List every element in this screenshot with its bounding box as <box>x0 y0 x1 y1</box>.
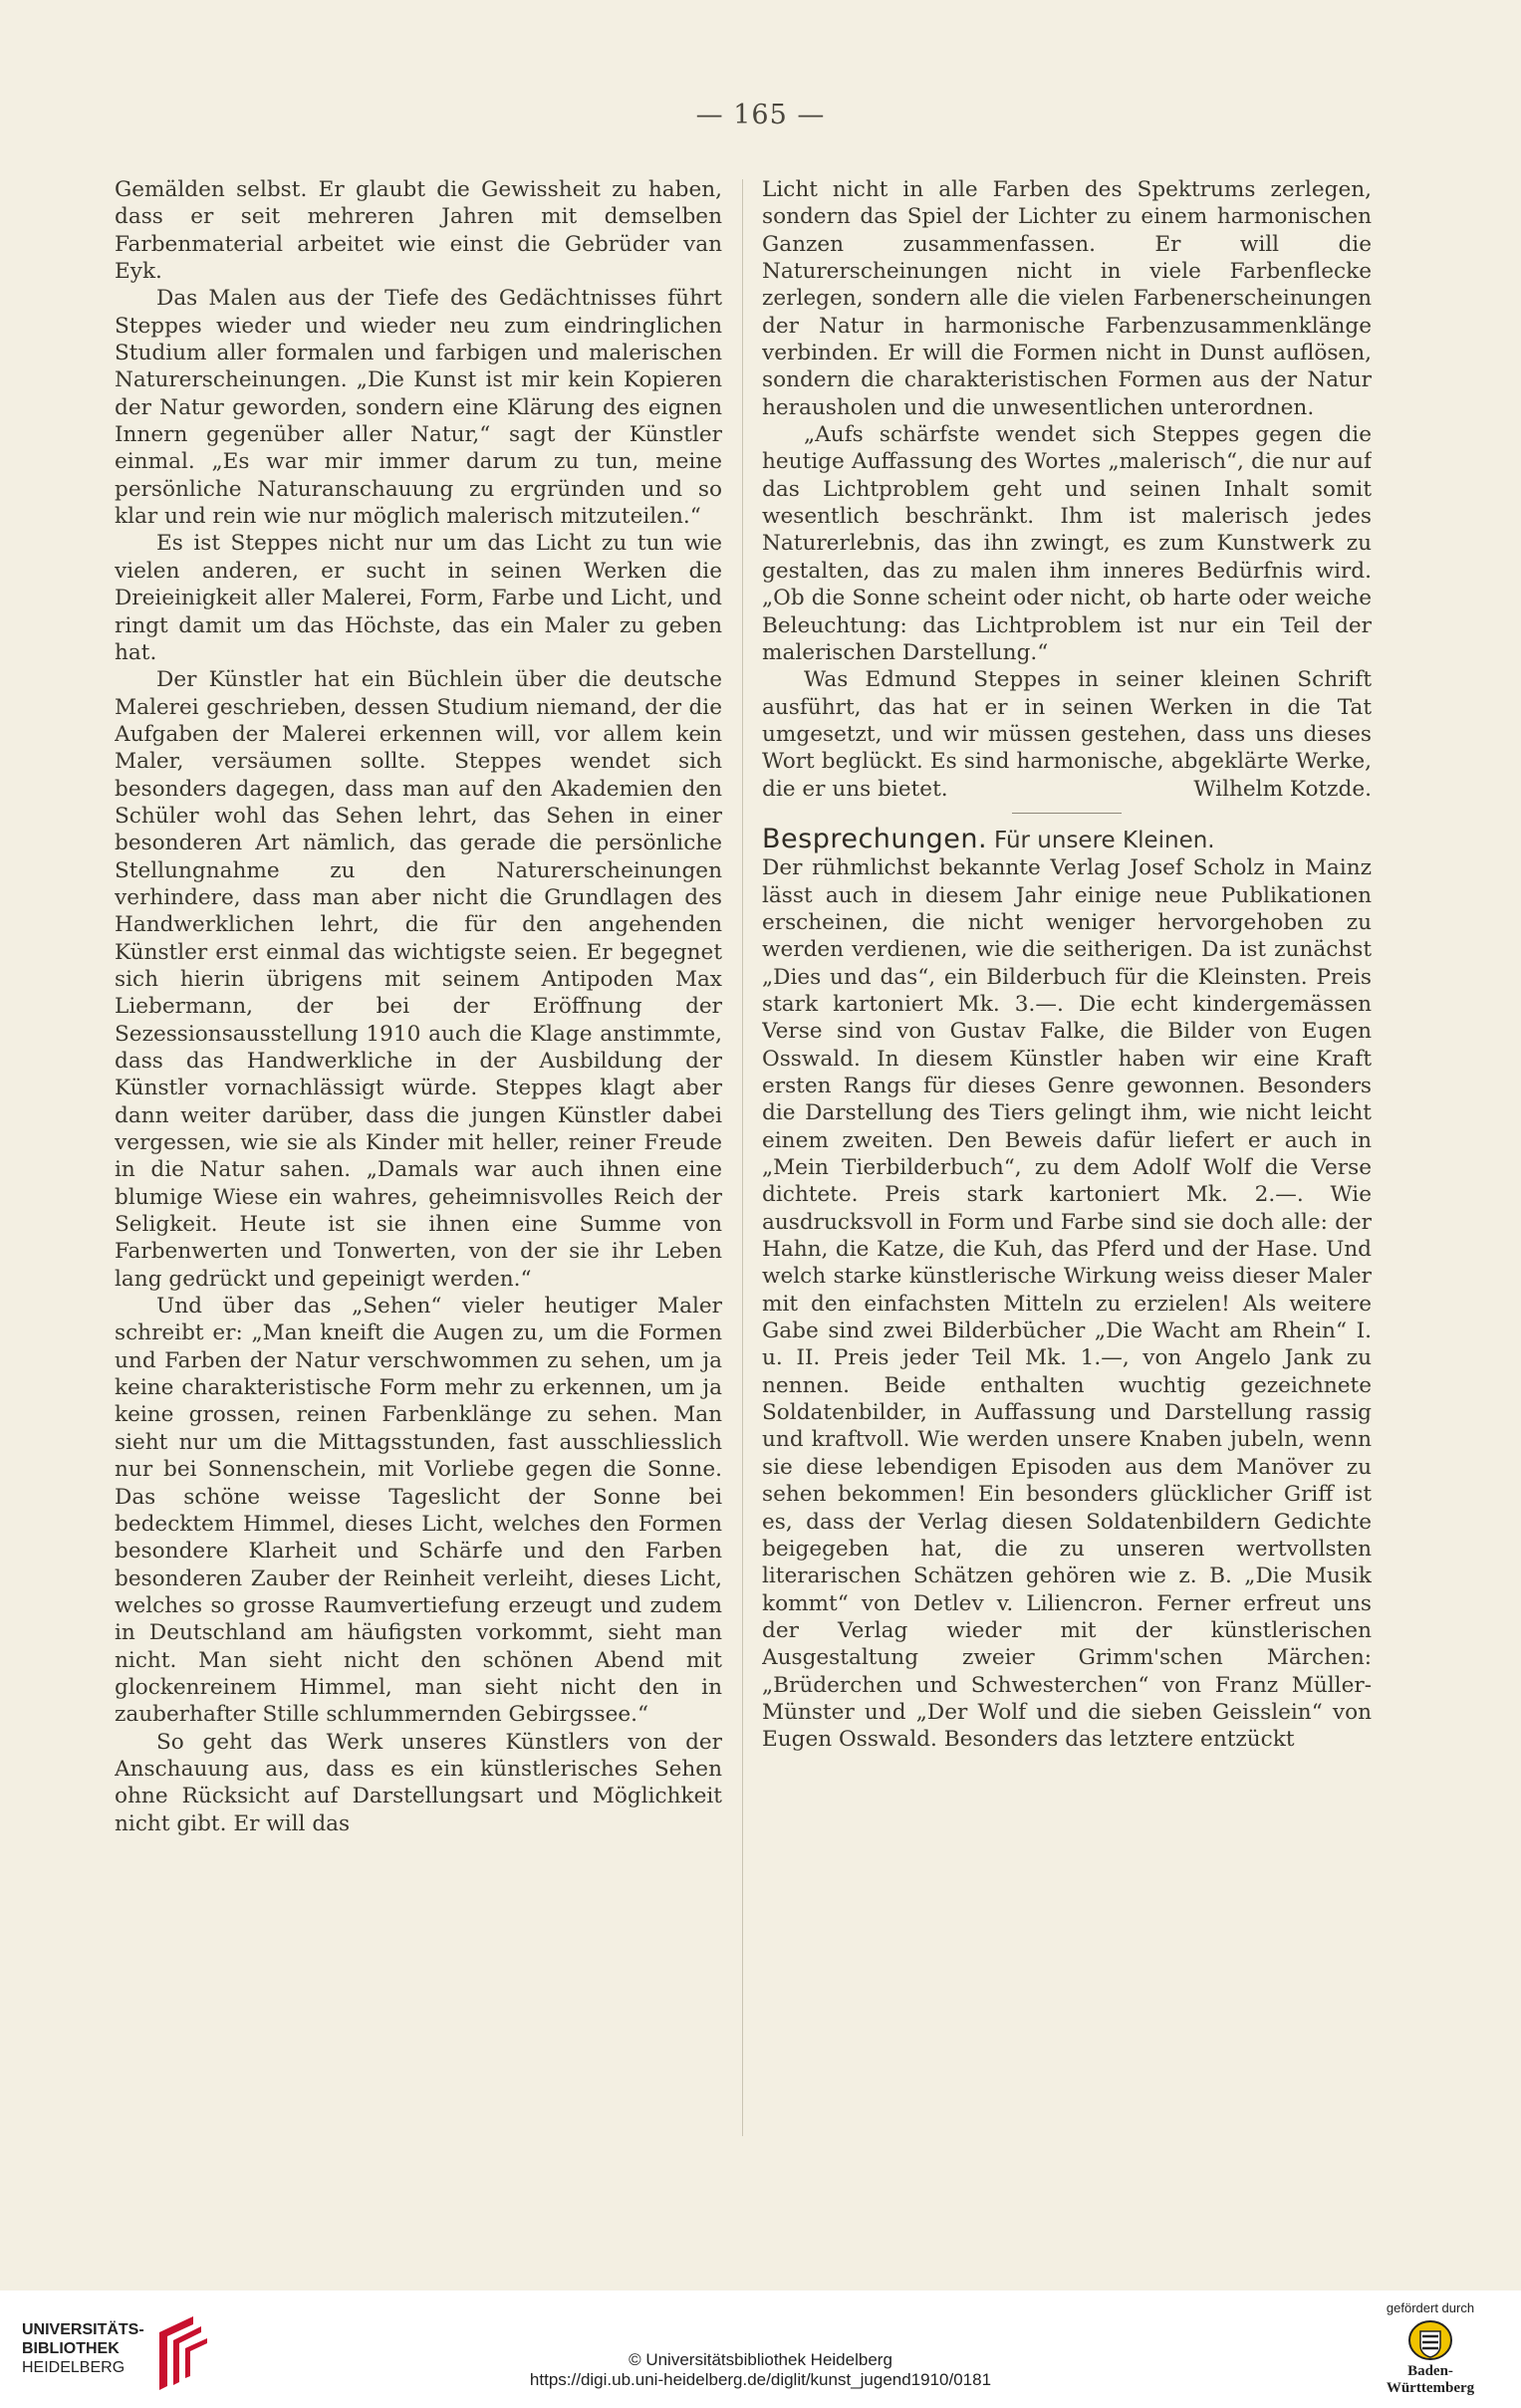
section-divider <box>1012 813 1122 814</box>
paragraph: Der Künstler hat ein Büchlein über die deutsche Malerei geschrieben, dessen Studium niemand, der die Aufgaben der Malerei erkennen will, vor allem kein Maler, versäumen sollte. Steppes wendet sich besonders dagegen, dass man auf den Akademien den Schüler wohl das Sehen lehrt, das Sehen in einer besonderen Art nämlich, das gerade die persönliche Stellungnahme zu den Naturerscheinungen verhindere, dass man aber nicht die Grundlagen des Handwerklichen lehrt, die für den angehenden Künstler erst einmal das wichtigste seien. Er begegnet sich hierin übrigens mit seinem Antipoden Max Liebermann, der bei der Eröffnung der Sezessionsausstellung 1910 auch die Klage anstimmte, dass das Handwerkliche in der Ausbildung der Künstler vornachlässigt würde. Steppes klagt aber dann weiter darüber, dass die jungen Künstler dabei vergessen, wie sie als Kinder mit heller, reiner Freude in die Natur sahen. „Damals war auch ihnen eine blumige Wiese ein wahres, geheimnisvolles Reich der Seligkeit. Heute ist sie ihnen eine Summe von Farbenwerten und Tonwerten, von der sie ihr Leben lang gedrückt und gepeinigt werden.“ <box>115 667 722 1292</box>
section-subheading: Für unsere Kleinen. <box>993 827 1215 853</box>
paragraph: „Aufs schärfste wendet sich Steppes gegen die heutige Auffassung des Wortes „malerisch“, die nur auf das Lichtproblem geht und seinen Inhalt somit wesentlich beschränkt. Ihm ist malerisch jedes Naturerlebnis, das ihn zwingt, es zum Kunstwerk zu gestalten, das zu malen ihm inneres Bedürfnis wird. „Ob die Sonne scheint oder nicht, ob harte oder weiche Beleuchtung: das Lichtproblem ist nur ein Teil der malerischen Darstellung.“ <box>762 422 1372 665</box>
column-divider <box>742 179 743 2136</box>
library-name-line: UNIVERSITÄTS- <box>22 2321 144 2338</box>
state-crest-icon <box>1407 2319 1453 2361</box>
source-url-link[interactable]: https://digi.ub.uni-heidelberg.de/diglit/kunst_jugend1910/0181 <box>529 2370 992 2389</box>
paragraph: Gemälden selbst. Er glaubt die Gewissheit zu haben, dass er seit mehreren Jahren mit demselben Farbenmaterial arbeitet wie einst die Gebrüder van Eyk. <box>115 177 722 285</box>
library-name-line: HEIDELBERG <box>22 2359 126 2376</box>
paragraph: Das Malen aus der Tiefe des Gedächtnisses führt Steppes wieder und wieder neu zum eindringlichen Studium aller formalen und farbigen und malerischen Naturerscheinungen. „Die Kunst ist mir kein Kopieren der Natur geworden, sondern eine Klärung des eignen Innern gegenüber aller Natur,“ sagt der Künstler einmal. „Es war mir immer darum zu tun, meine persönliche Naturanschauung zu ergründen und so klar und rein wie nur möglich malerisch mitzuteilen.“ <box>115 286 722 530</box>
footer-bar <box>0 2290 1521 2408</box>
review-text: Der rühmlichst bekannte Verlag Josef Scholz in Mainz lässt auch in diesem Jahr einige neue Publikationen erscheinen, die nicht weniger hervorgehoben zu werden verdienen, wie die seitherigen. Da ist zunächst „Dies und das“, ein Bilderbuch für die Kleinsten. Preis stark kartoniert Mk. 3.—. Die echt kindergemässen Verse sind von Gustav Falke, die Bilder von Eugen Osswald. In diesem Künstler haben wir eine Kraft ersten Rangs für dieses Genre gewonnen. Besonders die Darstellung des Tiers gelingt ihm, wie nicht leicht einem zweiten. Den Beweis dafür liefert er auch in „Mein Tierbilderbuch“, zu dem Adolf Wolf die Verse dichtete. Preis stark kartoniert Mk. 2.—. Wie ausdrucksvoll in Form und Farbe sind sie doch alle: der Hahn, die Katze, die Kuh, das Pferd und der Hase. Und welch starke künstlerische Wirkung weiss dieser Maler mit den einfachsten Mitteln zu erzielen! Als weitere Gabe sind zwei Bilderbücher „Die Wacht am Rhein“ I. u. II. Preis jeder Teil Mk. 1.—, von Angelo Jank zu nennen. Beide enthalten wuchtig gezeichnete Soldatenbilder, in Auffassung und Darstellung rassig und kraftvoll. Wie werden unsere Knaben jubeln, wenn sie diese lebendigen Episoden aus dem Manöver zu sehen bekommen! Ein besonders glücklicher Griff ist es, dass der Verlag diesen Soldatenbildern Gedichte beigegeben hat, die zu unseren wertvollsten literarischen Schätzen gehören wie z. B. „Die Musik kommt“ von Detlev v. Liliencron. Ferner erfreut uns der Verlag wieder mit der künstlerischen Ausgestaltung zweier Grimm'schen Märchen: „Brüderchen und Schwesterchen“ von Franz Müller-Münster und „Der Wolf und die sieben Geisslein“ von Eugen Osswald. Besonders das letztere entzückt <box>762 855 1372 1753</box>
section-heading: Besprechungen. <box>762 823 988 854</box>
sponsor-name: Baden-Württemberg <box>1386 2363 1475 2396</box>
author-signature: Wilhelm Kotzde. <box>1193 776 1372 802</box>
sponsor-label: gefördert durch <box>1386 2300 1475 2315</box>
page-number: — 165 — <box>695 100 826 130</box>
sponsor-block <box>1366 2300 1495 2397</box>
library-name-line: BIBLIOTHEK <box>22 2340 120 2357</box>
paragraph: Und über das „Sehen“ vieler heutiger Maler schreibt er: „Man kneift die Augen zu, um die Formen und Farben der Natur verschwommen zu sehen, um ja keine charakteristische Form mehr zu erkennen, um ja keine grossen, reinen Farbenklänge zu sehen. Man sieht nur um die Mittagsstunden, fast ausschliesslich nur bei Sonnenschein, mit Vorliebe gegen die Sonne. Das schöne weisse Tageslicht der Sonne bei bedecktem Himmel, dieses Licht, welches den Formen besondere Klarheit und Schärfe und den Farben besonderen Zauber der Reinheit verleiht, dieses Licht, welches so grosse Raumvertiefung erzeugt und zudem in Deutschland am häufigsten vorkommt, sieht man nicht. Man sieht nicht den schönen Abend mit glockenreinem Himmel, man sieht nicht den in zauberhafter Stille schlummernden Gebirgssee.“ <box>115 1294 722 1728</box>
left-column <box>115 176 722 2148</box>
paragraph: So geht das Werk unseres Künstlers von der Anschauung aus, dass es ein künstlerisches Sehen ohne Rücksicht auf Darstellungsart und Möglichkeit nicht gibt. Er will das <box>115 1729 722 1836</box>
paragraph-with-signature <box>762 666 1372 803</box>
paragraph-text: Was Edmund Steppes in seiner kleinen Schrift ausführt, das hat er in seinen Werken in die Tat umgesetzt, und wir müssen gestehen, dass uns dieses Wort beglückt. Es sind harmonische, abgeklärte Werke, die er uns bietet. <box>762 667 1372 802</box>
right-column <box>762 176 1372 2148</box>
paragraph: Es ist Steppes nicht nur um das Licht zu tun wie vielen anderen, er sucht in seinen Werken die Dreieinigkeit aller Malerei, Form, Farbe und Licht, und ringt damit um das Höchste, das ein Maler zu geben hat. <box>115 531 722 665</box>
copyright-text: © Universitätsbibliothek Heidelberg <box>629 2350 892 2369</box>
paragraph: Licht nicht in alle Farben des Spektrums zerlegen, sondern das Spiel der Lichter zu einem harmonischen Ganzen zusammenfassen. Er will die Naturerscheinungen nicht in viele Farbenflecke zerlegen, sondern alle die vielen Farbenerscheinungen der Natur in harmonische Farbenzusammenklänge verbinden. Er will die Formen nicht in Dunst auflösen, sondern die charakteristischen Formen aus der Natur herausholen und die unwesentlichen unterordnen. <box>762 177 1372 420</box>
review-section <box>762 823 1372 854</box>
footer-credits <box>0 2350 1521 2390</box>
